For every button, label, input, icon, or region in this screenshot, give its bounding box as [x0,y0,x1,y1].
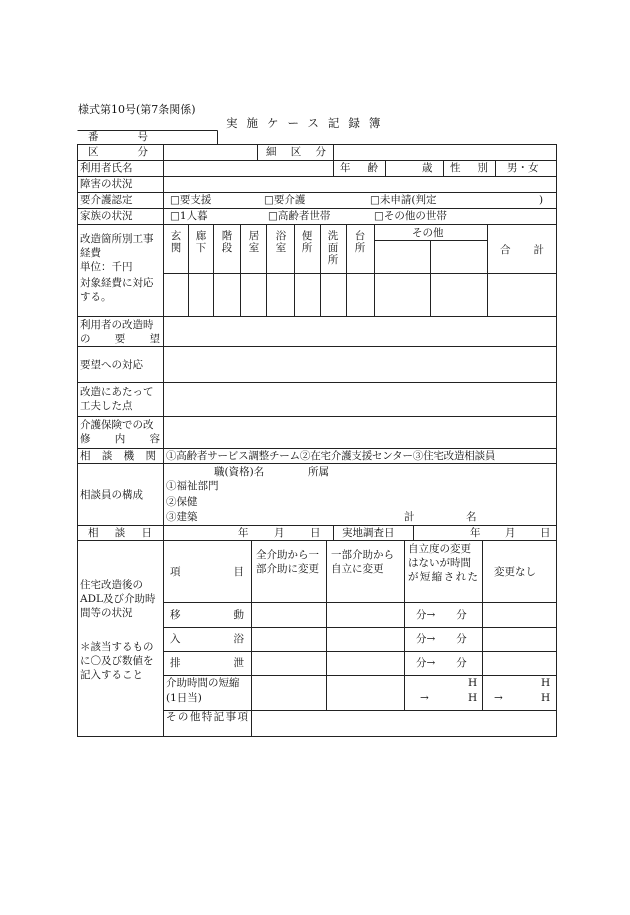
place-stairs: 階段 [221,230,233,254]
adl-head-time-shortened: 自立度の変更はないが時間が短縮された [408,543,478,583]
remarks-label: その他特記事項 [166,711,248,723]
survey-year: 年 [470,527,481,539]
adl-item-bath: 入浴 [170,633,244,645]
consult-day: 日 [310,527,321,539]
adl-head-no-change: 変更なし [494,566,536,578]
place-room: 居室 [248,230,260,254]
sex-label: 性別 [450,162,488,174]
family-option-alone[interactable]: □1人暮 [170,210,208,222]
consult-month: 月 [274,527,285,539]
sex-options: 男・女 [507,162,539,174]
consult-org-value: ①高齢者サービス調整チーム②在宅介護支援センター③住宅改造相談員 [166,450,496,462]
place-bath: 浴室 [275,230,287,254]
shorten-arrow-1: → [420,692,429,704]
insurance-label: 介護保険での改修内容 [80,419,160,445]
care-option-care[interactable]: □要介護 [264,194,306,206]
other-label: その他 [412,227,444,239]
consultant-label: 相談員の構成 [80,489,143,501]
age-label: 年齢 [340,162,378,174]
shorten-arrow-2: → [494,692,503,704]
survey-month: 月 [505,527,516,539]
disability-label: 障害の状況 [80,178,133,190]
place-toilet: 便所 [301,230,313,254]
consultant-welfare: ①福祉部門 [166,480,219,492]
adl-note: ＊該当するものに〇及び数値を記入すること [80,641,154,681]
shorten-h-after-2: H [541,692,551,704]
user-name-label: 利用者氏名 [80,162,133,174]
adl-bath-minutes: 分→ 分 [416,633,467,645]
cost-unit: 単位：千円 [80,261,133,273]
consultant-unit: 名 [466,511,477,523]
care-level-label: 要介護認定 [80,194,133,206]
shorten-h-after-1: H [468,692,478,704]
shorten-h-before-1: H [468,677,478,689]
total-label: 合計 [500,244,544,256]
care-option-support[interactable]: □要支援 [170,194,212,206]
subcategory-label: 細区分 [266,146,326,158]
ingenuity-label: 改造にあたって工夫した点 [80,386,154,412]
response-label: 要望への対応 [80,359,143,371]
survey-day: 日 [540,527,551,539]
form-title: 実施ケース記録簿 [226,116,390,130]
consult-org-label: 相談機関 [80,450,156,462]
consult-year: 年 [238,527,249,539]
per-day-label: (1日当) [166,692,202,704]
adl-move-minutes: 分→ 分 [416,609,467,621]
family-option-elderly[interactable]: □高齢者世帯 [268,210,331,222]
form-number-label: 様式第10号(第7条関係) [78,103,196,116]
adl-head-full-to-partial: 全介助から一部介助に変更 [256,549,319,575]
survey-date-label: 実地調査日 [342,527,395,539]
consult-date-label: 相談日 [88,527,152,539]
adl-item-toilet: 排泄 [170,657,244,669]
shorten-h-before-2: H [541,677,551,689]
place-entrance: 玄関 [170,230,182,254]
family-label: 家族の状況 [80,210,133,222]
adl-toilet-minutes: 分→ 分 [416,657,467,669]
consultant-title-head: 職(資格)名 [214,466,265,478]
place-hallway: 廊下 [195,230,207,254]
number-label: 番号 [88,131,148,143]
care-close-paren: ) [539,194,544,206]
request-label: 利用者の改造時の要望 [80,319,160,345]
adl-item-move: 移動 [170,609,244,621]
cost-target: 対象経費に対応する。 [80,277,154,303]
consultant-health: ②保健 [166,496,198,508]
shorten-label: 介助時間の短縮 [166,677,240,689]
consultant-belong-head: 所属 [308,466,329,478]
place-washroom: 洗面所 [327,230,339,266]
age-unit: 歳 [422,162,433,174]
adl-head-item: 項目 [170,566,244,578]
cost-label: 改造箇所別工事経費 [80,233,154,259]
family-option-other[interactable]: □その他の世帯 [374,210,447,222]
care-option-unapplied[interactable]: □未申請(判定 [370,194,437,206]
consultant-total: 計 [404,511,415,523]
consultant-architecture: ③建築 [166,511,198,523]
category-label: 区分 [88,146,148,158]
adl-head-partial-to-self: 一部介助から自立に変更 [331,549,394,575]
adl-label: 住宅改造後のADL及び介助時間等の状況 [80,579,156,619]
place-kitchen: 台所 [354,230,366,254]
